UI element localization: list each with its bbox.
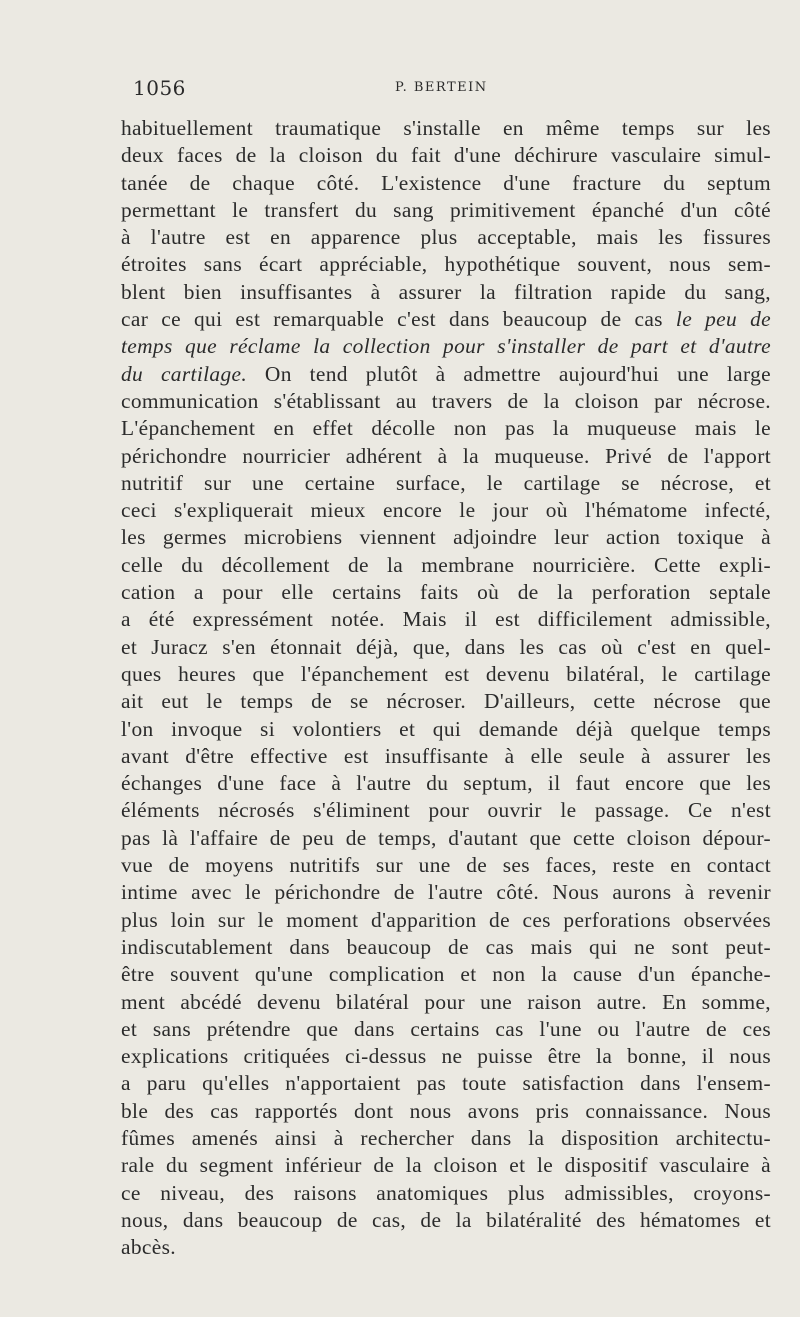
text-line bbox=[121, 497, 771, 524]
text-line bbox=[121, 661, 771, 688]
text-segment: nutritif sur une certaine surface, le cartilage se nécrose, et bbox=[121, 470, 771, 495]
text-line bbox=[121, 470, 771, 497]
text-segment: et sans prétendre que dans certains cas l'une ou l'autre de ces bbox=[121, 1016, 771, 1041]
text-line bbox=[121, 1016, 771, 1043]
text-line bbox=[121, 524, 771, 551]
text-segment: être souvent qu'une complication et non la cause d'un épanche- bbox=[121, 962, 771, 987]
text-line bbox=[121, 279, 771, 306]
text-line bbox=[121, 1125, 771, 1152]
text-segment: éléments nécrosés s'éliminent pour ouvrir le passage. Ce n'est bbox=[121, 798, 771, 823]
text-line bbox=[121, 579, 771, 606]
text-line bbox=[121, 333, 771, 360]
text-line bbox=[121, 443, 771, 470]
text-line bbox=[121, 1070, 771, 1097]
text-segment: et Juracz s'en étonnait déjà, que, dans les cas où c'est en quel- bbox=[121, 634, 771, 659]
text-segment: ait eut le temps de se nécroser. D'ailleurs, cette nécrose que bbox=[121, 689, 771, 714]
text-segment: ceci s'expliquerait mieux encore le jour où l'hématome infecté, bbox=[121, 498, 771, 523]
text-segment: intime avec le périchondre de l'autre côté. Nous aurons à revenir bbox=[121, 880, 771, 905]
text-line bbox=[121, 852, 771, 879]
text-segment: échanges d'une face à l'autre du septum, il faut encore que les bbox=[121, 771, 771, 796]
text-segment: plus loin sur le moment d'apparition de ces perforations observées bbox=[121, 907, 771, 932]
text-line bbox=[121, 251, 771, 278]
text-segment: à l'autre est en apparence plus acceptable, mais les fissures bbox=[121, 225, 771, 250]
text-segment: abcès. bbox=[121, 1235, 176, 1260]
text-line bbox=[121, 306, 771, 333]
text-segment: L'épanchement en effet décolle non pas la muqueuse mais le bbox=[121, 416, 771, 441]
text-segment: étroites sans écart appréciable, hypothétique souvent, nous sem- bbox=[121, 252, 771, 277]
text-line bbox=[121, 1234, 771, 1261]
text-line bbox=[121, 1043, 771, 1070]
text-line bbox=[121, 634, 771, 661]
italic-text: le peu de bbox=[675, 307, 771, 332]
text-line bbox=[121, 1180, 771, 1207]
text-segment: vue de moyens nutritifs sur une de ses faces, reste en contact bbox=[121, 853, 771, 878]
text-segment: On tend plutôt à admettre aujourd'hui une large bbox=[247, 361, 771, 386]
text-segment: a été expressément notée. Mais il est difficilement admissible, bbox=[121, 607, 771, 632]
text-line bbox=[121, 989, 771, 1016]
text-line bbox=[121, 934, 771, 961]
text-segment: habituellement traumatique s'installe en même temps sur les bbox=[121, 116, 771, 140]
text-line bbox=[121, 1098, 771, 1125]
text-segment: ques heures que l'épanchement est devenu bilatéral, le cartilage bbox=[121, 661, 771, 686]
text-segment: ce niveau, des raisons anatomiques plus admissibles, croyons- bbox=[121, 1180, 771, 1205]
text-segment: nous, dans beaucoup de cas, de la bilatéralité des hématomes et bbox=[121, 1207, 771, 1232]
text-line bbox=[121, 743, 771, 770]
text-segment: a paru qu'elles n'apportaient pas toute satisfaction dans l'ensem- bbox=[121, 1071, 771, 1096]
text-segment: ble des cas rapportés dont nous avons pris connaissance. Nous bbox=[121, 1098, 771, 1123]
text-line bbox=[121, 907, 771, 934]
page-header bbox=[133, 76, 769, 100]
text-line bbox=[121, 361, 771, 388]
text-segment: car ce qui est remarquable c'est dans beaucoup de cas bbox=[121, 307, 676, 332]
text-segment: cation a pour elle certains faits où de la perforation septale bbox=[121, 580, 771, 605]
text-segment: permettant le transfert du sang primitivement épanché d'un côté bbox=[121, 197, 771, 222]
text-line bbox=[121, 170, 771, 197]
text-line bbox=[121, 142, 771, 169]
text-segment: celle du décollement de la membrane nourricière. Cette expli- bbox=[121, 552, 771, 577]
text-segment: communication s'établissant au travers de la cloison par nécrose. bbox=[121, 388, 771, 413]
text-line bbox=[121, 388, 771, 415]
text-line bbox=[121, 1207, 771, 1234]
text-line bbox=[121, 606, 771, 633]
text-segment: l'on invoque si volontiers et qui demande déjà quelque temps bbox=[121, 716, 771, 741]
text-segment: explications critiquées ci-dessus ne puisse être la bonne, il nous bbox=[121, 1044, 771, 1069]
text-segment: périchondre nourricier adhérent à la muqueuse. Privé de l'apport bbox=[121, 443, 771, 468]
text-segment: indiscutablement dans beaucoup de cas mais qui ne sont peut- bbox=[121, 934, 771, 959]
text-line bbox=[121, 825, 771, 852]
text-line bbox=[121, 115, 771, 142]
text-line bbox=[121, 197, 771, 224]
page-number: 1056 bbox=[133, 76, 186, 100]
text-line bbox=[121, 961, 771, 988]
text-segment: tanée de chaque côté. L'existence d'une fracture du septum bbox=[121, 170, 771, 195]
text-line bbox=[121, 415, 771, 442]
text-segment: ment abcédé devenu bilatéral pour une raison autre. En somme, bbox=[121, 989, 771, 1014]
text-line bbox=[121, 688, 771, 715]
running-head: P. BERTEIN bbox=[395, 80, 488, 95]
text-line bbox=[121, 1152, 771, 1179]
text-segment: blent bien insuffisantes à assurer la filtration rapide du sang, bbox=[121, 279, 771, 304]
text-segment: deux faces de la cloison du fait d'une déchirure vasculaire simul- bbox=[121, 143, 771, 168]
text-line bbox=[121, 716, 771, 743]
text-line bbox=[121, 770, 771, 797]
body-paragraph bbox=[121, 115, 771, 1261]
text-line bbox=[121, 797, 771, 824]
text-segment: fûmes amenés ainsi à rechercher dans la disposition architectu- bbox=[121, 1125, 771, 1150]
text-segment: les germes microbiens viennent adjoindre leur action toxique à bbox=[121, 525, 771, 550]
text-line bbox=[121, 552, 771, 579]
text-segment: pas là l'affaire de peu de temps, d'autant que cette cloison dépour- bbox=[121, 825, 771, 850]
text-line bbox=[121, 224, 771, 251]
italic-text: du cartilage. bbox=[121, 361, 248, 386]
italic-text: temps que réclame la collection pour s'installer de part et d'autre bbox=[121, 334, 771, 359]
text-segment: rale du segment inférieur de la cloison et le dispositif vasculaire à bbox=[121, 1153, 771, 1178]
text-line bbox=[121, 879, 771, 906]
text-segment: avant d'être effective est insuffisante à elle seule à assurer les bbox=[121, 743, 771, 768]
